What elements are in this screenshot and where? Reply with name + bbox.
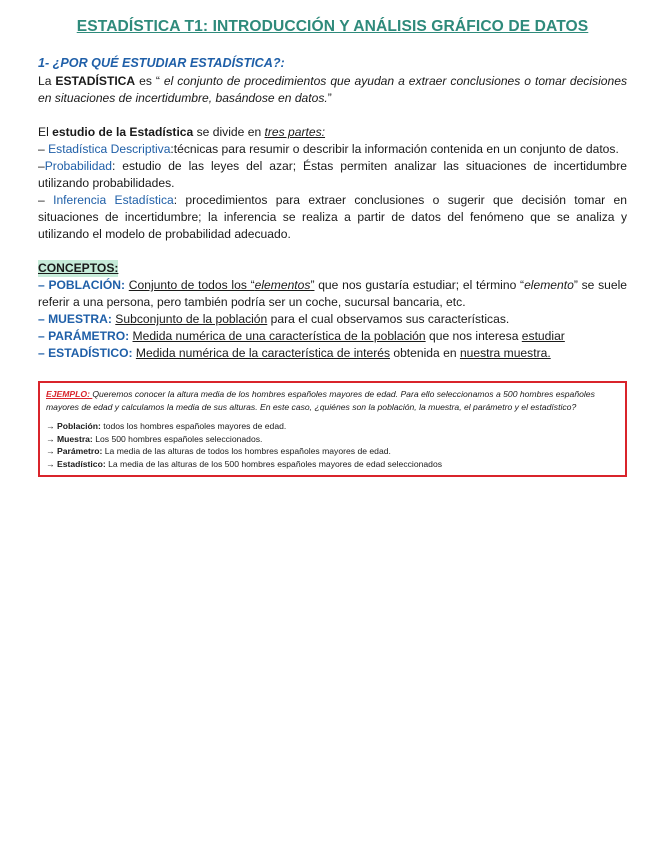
concept-poblacion: – POBLACIÓN: Conjunto de todos los “elementos” que nos gustaría estudiar; el término “elemento” se suele referir a una persona, pero también podría ser un coche, sucursal bancaria, etc. [38, 278, 628, 309]
example-item-poblacion: → Población: todos los hombres españoles mayores de edad. [46, 421, 287, 431]
part-descriptiva: – Estadística Descriptiva:técnicas para resumir o describir la información contenida en un conjunto de datos. [38, 142, 619, 156]
concept-estadistico: – ESTADÍSTICO: Medida numérica de la característica de interés obtenida en nuestra muestra. [38, 346, 551, 360]
concept-muestra: – MUESTRA: Subconjunto de la población para el cual observamos sus características. [38, 312, 510, 326]
part-probabilidad: –Probabilidad: estudio de las leyes del azar; Éstas permiten analizar las situaciones de incertidumbre utilizando probabilidades. [38, 159, 627, 190]
page-title: ESTADÍSTICA T1: INTRODUCCIÓN Y ANÁLISIS GRÁFICO DE DATOS [76, 18, 589, 35]
example-box [38, 381, 627, 477]
part-inferencia: – Inferencia Estadística: procedimientos para extraer conclusiones o sugerir que decisión tomar en situaciones de incertidumbre; la inferencia se realiza a partir de datos del fenómeno que se analiza y utilizando el modelo de probabilidad adecuado. [38, 193, 628, 241]
concept-parametro: – PARÁMETRO: Medida numérica de una característica de la población que nos interesa estudiar [38, 329, 565, 343]
example-item-estadistico: → Estadístico: La media de las alturas de los 500 hombres españoles mayores de edad seleccionados [46, 458, 443, 469]
example-answers [46, 420, 619, 470]
example-question: EJEMPLO: Queremos conocer la altura media de los hombres españoles mayores de edad. Para ello seleccionamos a 500 hombres españoles mayores de edad y calculamos la media de sus alturas. En este caso, ¿quiénes son la población, la muestra, el parámetro y el estadístico? [46, 389, 595, 412]
example-item-parametro: → Parámetro: La media de las alturas de todos los hombres españoles mayores de edad. [46, 446, 391, 456]
section-1-heading: 1- ¿POR QUÉ ESTUDIAR ESTADÍSTICA?: [38, 56, 285, 70]
estadistica-definition: La ESTADÍSTICA es “ el conjunto de procedimientos que ayudan a extraer conclusiones o tomar decisiones en situaciones de incertidumbre, basándose en datos.” [38, 74, 627, 105]
divide-sentence: El estudio de la Estadística se divide en tres partes: [38, 125, 326, 139]
example-item-muestra: → Muestra: Los 500 hombres españoles seleccionados. [46, 433, 263, 444]
conceptos-heading: CONCEPTOS: [38, 261, 119, 275]
